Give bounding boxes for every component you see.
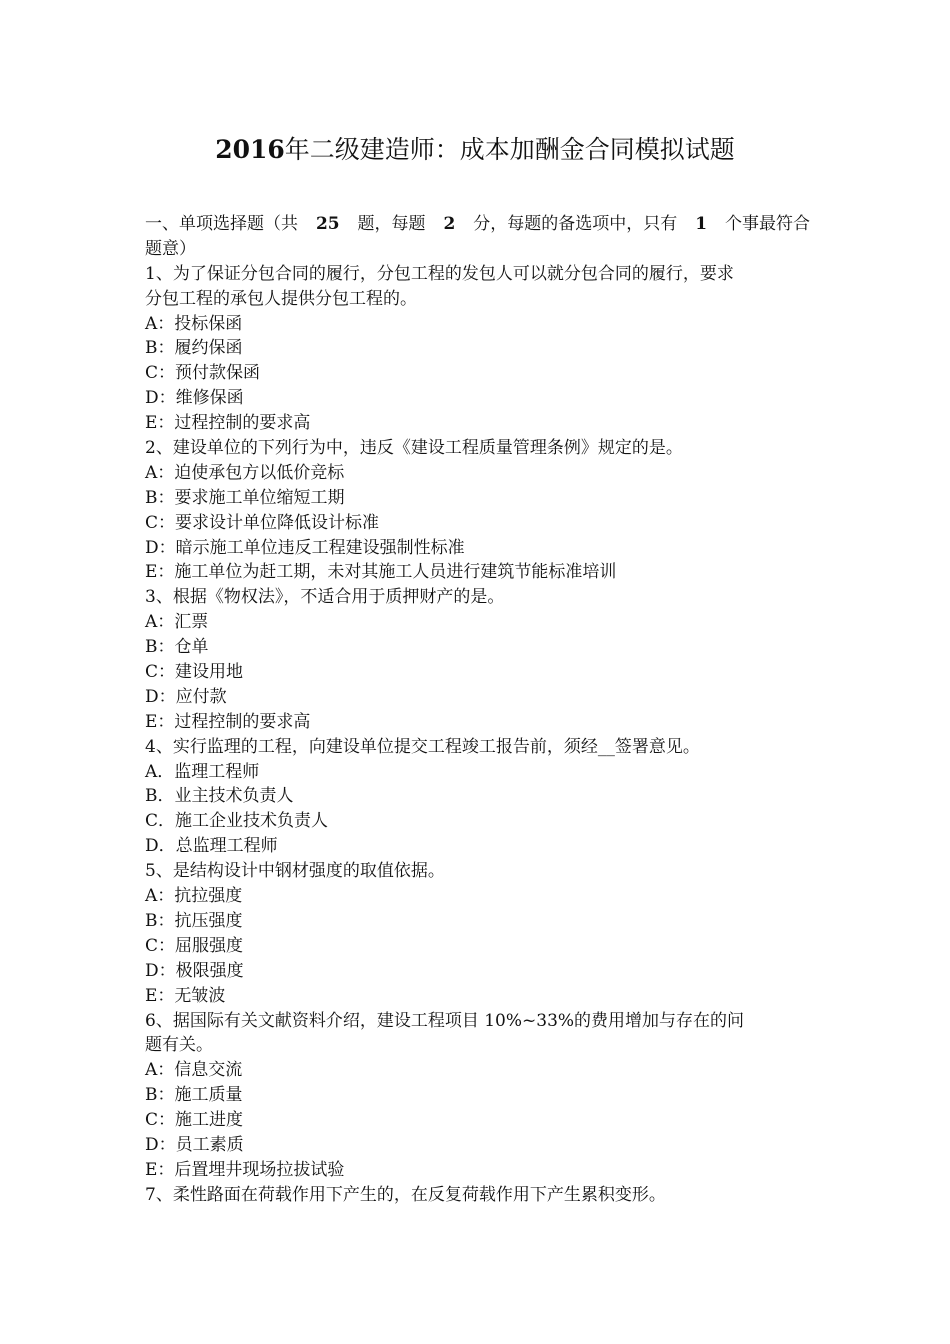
text-line: B．业主技术负责人 [145,786,294,807]
text-line: E：过程控制的要求高 [145,711,311,732]
document-title [0,133,950,167]
section-heading [145,212,810,237]
text-line: C：屈服强度 [145,935,244,956]
text-line: C：要求设计单位降低设计标准 [145,512,380,533]
title-year: 2016 [215,135,285,164]
text-line: B：要求施工单位缩短工期 [145,487,345,508]
text-line: C：预付款保函 [145,363,261,384]
text-line: D：暗示施工单位违反工程建设强制性标准 [145,537,465,558]
section-heading-cont: 题意） [145,238,196,259]
text-line: D：维修保函 [145,388,244,409]
text-line: 7、柔性路面在荷载作用下产生的，在反复荷载作用下产生累积变形。 [145,1184,666,1205]
text-line: E：无皱波 [145,985,226,1006]
section-heading-part1: 一、单项选择题（共 [145,214,298,234]
text-line: A：抗拉强度 [145,886,243,907]
text-line: C：施工进度 [145,1110,244,1131]
text-line: E：施工单位为赶工期，未对其施工人员进行建筑节能标准培训 [145,562,617,583]
text-line: 4、实行监理的工程，向建设单位提交工程竣工报告前，须经__签署意见。 [145,736,700,757]
text-line: C．施工企业技术负责人 [145,811,329,832]
text-line: A：迫使承包方以低价竞标 [145,462,345,483]
text-line: D．总监理工程师 [145,836,278,857]
text-line: 1、为了保证分包合同的履行，分包工程的发包人可以就分包合同的履行，要求 [145,263,734,284]
text-line: 2、建设单位的下列行为中，违反《建设工程质量管理条例》规定的是。 [145,438,683,459]
title-text: 年二级建造师：成本加酬金合同模拟试题 [284,135,735,164]
text-line: 3、根据《物权法》，不适合用于质押财产的是。 [145,587,505,608]
section-only-count: 1 [695,214,708,234]
text-line: B：抗压强度 [145,910,243,931]
text-line: B：施工质量 [145,1085,243,1106]
text-line: E：过程控制的要求高 [145,413,311,434]
text-line: E：后置埋井现场拉拔试验 [145,1159,345,1180]
section-points: 2 [443,214,456,234]
text-line: 5、是结构设计中钢材强度的取值依据。 [145,861,445,882]
text-line: 分包工程的承包人提供分包工程的。 [145,288,417,309]
section-question-count: 25 [315,214,340,234]
text-line: D：极限强度 [145,960,244,981]
section-heading-part4: 个事最符合 [724,214,810,234]
section-heading-part3: 分，每题的备选项中，只有 [473,214,678,234]
text-line: A：投标保函 [145,313,243,334]
text-line: B：仓单 [145,637,209,658]
text-line: 题有关。 [145,1035,213,1056]
text-line: D：员工素质 [145,1134,244,1155]
text-line: A：信息交流 [145,1060,243,1081]
text-line: C：建设用地 [145,662,244,683]
text-line: D：应付款 [145,686,227,707]
section-heading-part2: 题，每题 [357,214,426,234]
text-line: A．监理工程师 [145,761,260,782]
text-line: B：履约保函 [145,338,243,359]
text-line: 6、据国际有关文献资料介绍，建设工程项目 10%~33%的费用增加与存在的问 [145,1010,745,1031]
text-line: A：汇票 [145,612,209,633]
document-body [145,212,810,1208]
